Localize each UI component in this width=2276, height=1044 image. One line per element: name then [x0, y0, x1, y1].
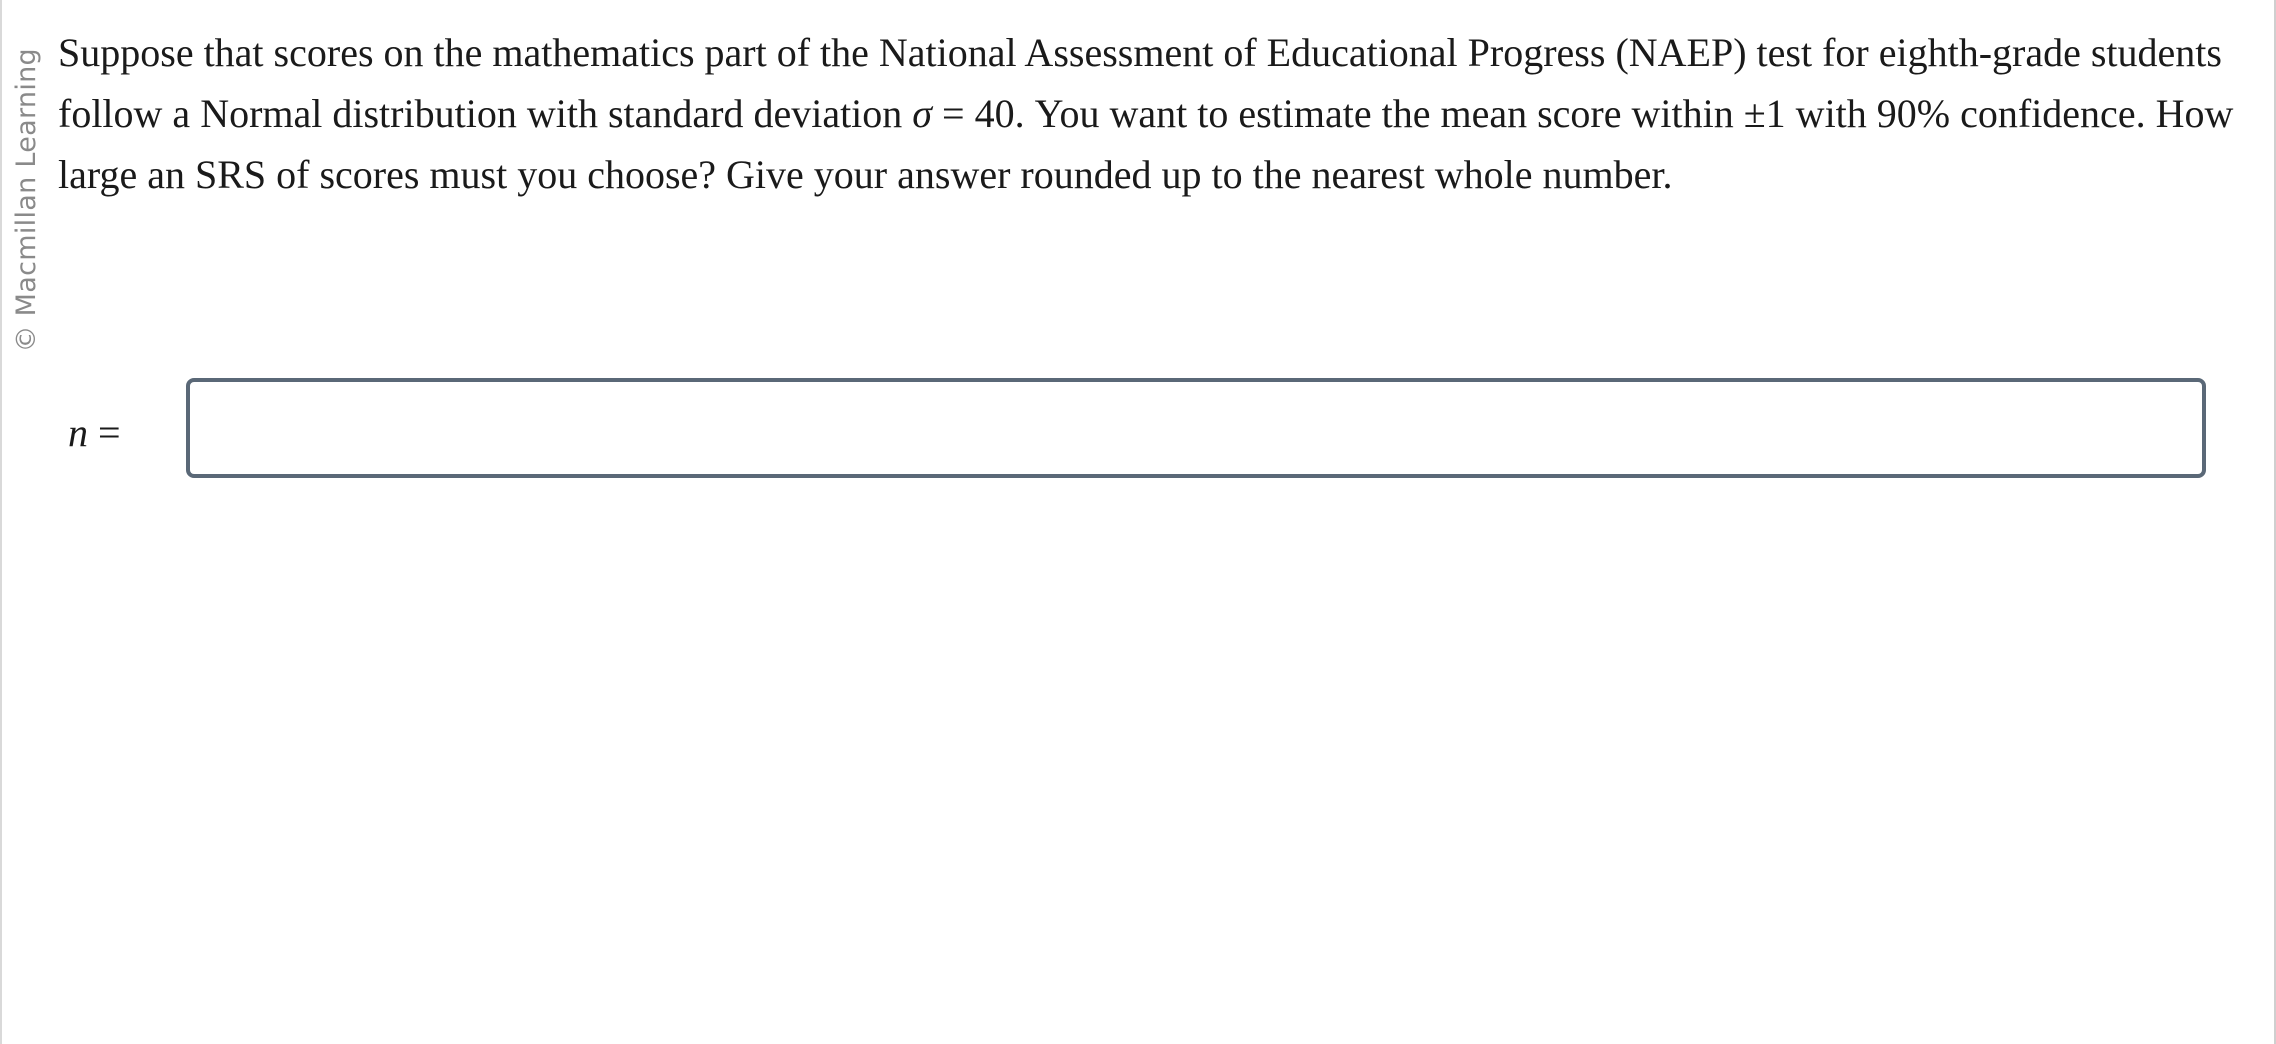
answer-equals: =	[88, 410, 121, 455]
copyright-watermark: © Macmillan Learning	[11, 48, 42, 353]
question-text-part1: Suppose that scores on the mathematics part of the National Assessment of Educational Progress (NAEP) test for eighth-grade students follow a Normal distribution with standard deviation	[58, 30, 2222, 136]
question-text	[58, 22, 2248, 205]
answer-label	[68, 408, 121, 458]
answer-input[interactable]	[186, 378, 2206, 478]
question-text-part2: = 40. You want to estimate the mean score within ±1 with 90% confidence. How large an SRS of scores must you choose? Give your answer rounded up to the nearest whole number.	[58, 91, 2234, 197]
answer-variable: n	[68, 410, 88, 455]
sigma-symbol: σ	[912, 91, 933, 136]
left-border	[0, 0, 2, 1044]
